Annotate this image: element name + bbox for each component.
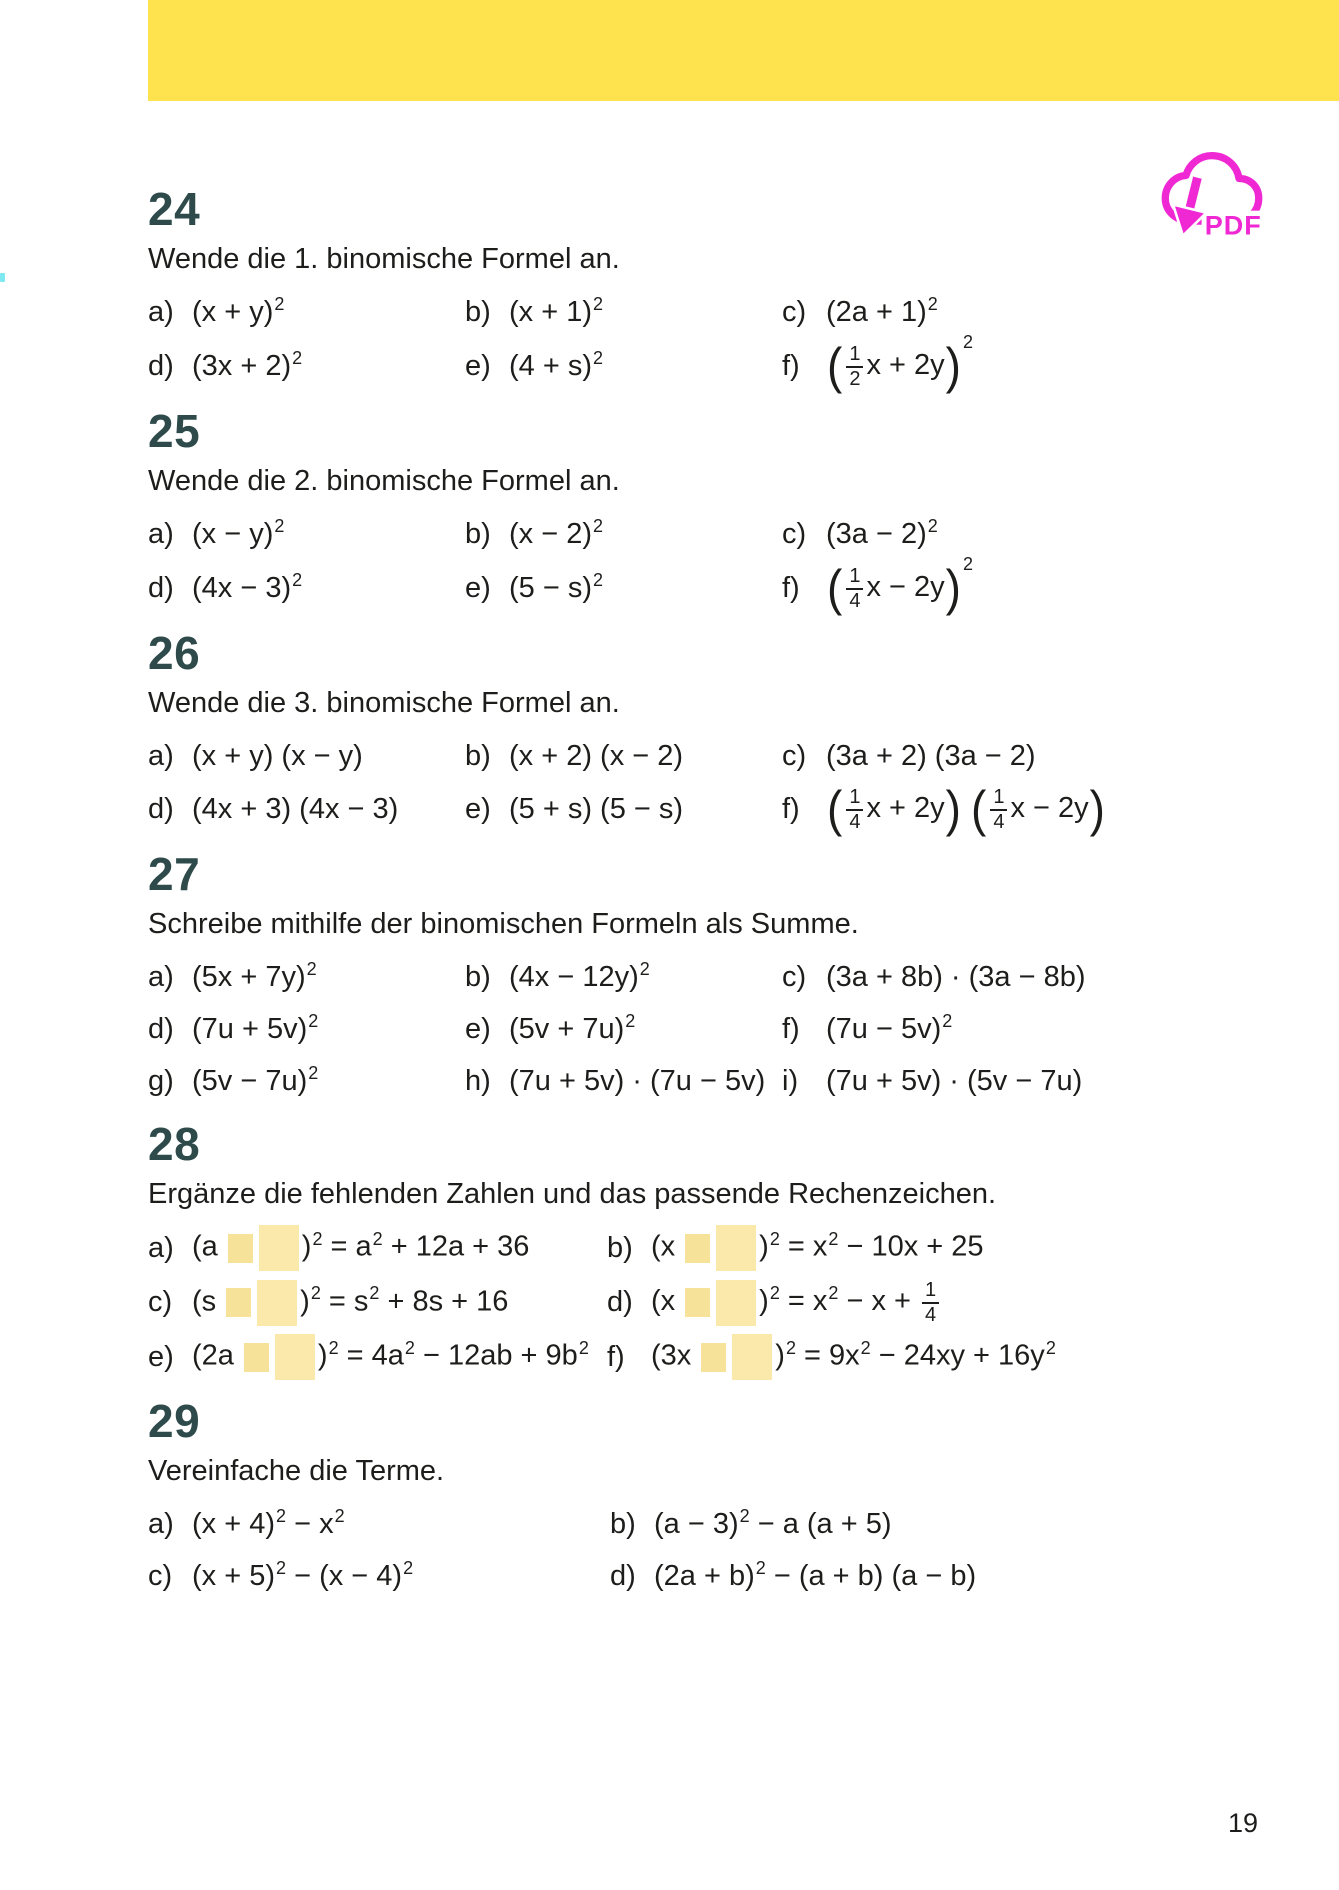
exercise-item — [148, 1280, 607, 1326]
big-paren: ) — [945, 559, 961, 617]
answer-box-number[interactable] — [275, 1334, 315, 1380]
item-label: e) — [465, 349, 491, 382]
exercise-item — [610, 1557, 1123, 1593]
item-expression: $(2a + b)^2 - (a + b)$ (a − b) — [654, 1557, 977, 1592]
exercise-row — [148, 332, 1123, 395]
item-label: f) — [782, 793, 800, 826]
answer-box-operator[interactable] — [244, 1343, 269, 1372]
superscript: 2 — [755, 1557, 766, 1578]
big-paren: ( — [971, 780, 987, 838]
exercise-item — [782, 554, 1123, 617]
item-label: a) — [148, 517, 174, 550]
item-label: b) — [465, 739, 491, 772]
exercise-item — [465, 958, 782, 994]
exercise-item — [148, 1010, 465, 1046]
item-label: c) — [148, 1559, 173, 1592]
item-label: c) — [782, 739, 807, 772]
answer-box-operator[interactable] — [226, 1288, 251, 1317]
item-label: d) — [610, 1559, 636, 1592]
item-expression: (x )$^2 = x^2 - x$ + $\frac{1}{4}$ — [651, 1279, 942, 1326]
exercise-row — [148, 955, 1123, 999]
exercise-number: 28 — [148, 1118, 201, 1171]
superscript: 2 — [578, 1337, 589, 1358]
item-expression: $(4x - 3)^2$ — [192, 569, 303, 604]
superscript: 2 — [372, 1229, 383, 1249]
exercise-item — [465, 1010, 782, 1046]
exercise-number: 24 — [148, 183, 201, 235]
item-label: i) — [782, 1064, 799, 1097]
item-label: a) — [148, 1231, 174, 1264]
item-expression: $(5v - 7u)^2$ — [192, 1062, 319, 1097]
superscript: 2 — [334, 1505, 345, 1526]
item-expression: $(7u + 5v)^2$ — [192, 1010, 319, 1045]
exercise-row — [148, 1334, 1123, 1380]
superscript: 2 — [312, 1229, 323, 1249]
item-expression: $(5x + 7y)^2$ — [192, 958, 317, 993]
answer-box-operator[interactable] — [685, 1234, 710, 1263]
exercise-number: 27 — [148, 847, 201, 900]
item-label: g) — [148, 1064, 174, 1097]
item-label: d) — [148, 793, 174, 826]
exercise-instruction: Wende die 2. binomische Formel an. — [148, 464, 620, 497]
exercise-item — [148, 1334, 607, 1380]
item-expression: $(x + 4)^2 - x^2$ — [192, 1505, 345, 1540]
big-paren: ) — [945, 780, 961, 838]
item-expression: (3a + 8b) · (3a − 8b) — [826, 960, 1086, 993]
exercise-item — [148, 958, 465, 994]
superscript: 2 — [927, 515, 938, 536]
pdf-download-icon[interactable] — [1158, 138, 1266, 246]
exercise-item — [465, 569, 782, 605]
exercise-item — [465, 293, 782, 329]
answer-box-number[interactable] — [716, 1280, 756, 1326]
exercise-row — [148, 1502, 1123, 1546]
item-label: e) — [148, 1340, 174, 1373]
superscript: 2 — [308, 1062, 319, 1083]
exercise-item — [607, 1279, 1123, 1326]
exercise-instruction: Vereinfache die Terme. — [148, 1455, 445, 1488]
item-expression: (x + 2) (x − 2) — [509, 739, 684, 772]
exercise-item — [465, 740, 782, 773]
item-label: c) — [782, 517, 807, 550]
answer-box-number[interactable] — [257, 1280, 297, 1326]
item-label: e) — [465, 571, 491, 604]
item-label: e) — [465, 1012, 491, 1045]
item-label: d) — [607, 1286, 633, 1319]
exercise-item — [782, 780, 1123, 838]
exercise-number: 26 — [148, 626, 201, 679]
answer-box-number[interactable] — [259, 1225, 299, 1271]
superscript: 2 — [769, 1283, 780, 1304]
exercise-item — [782, 332, 1123, 395]
item-label: b) — [465, 960, 491, 993]
item-label: c) — [148, 1286, 173, 1319]
item-label: a) — [148, 739, 174, 772]
item-label: d) — [148, 1012, 174, 1045]
exercise-item — [607, 1334, 1123, 1380]
fraction: $\frac{1}{2}$ — [846, 343, 863, 390]
exercise-row — [148, 1059, 1123, 1103]
item-expression: (4x + 3) (4x − 3) — [192, 793, 399, 826]
answer-box-number[interactable] — [732, 1334, 772, 1380]
superscript: 2 — [962, 332, 973, 353]
superscript: 2 — [403, 1557, 414, 1578]
superscript: 2 — [625, 1010, 636, 1031]
item-label: e) — [465, 793, 491, 826]
exercise-instruction: Ergänze die fehlenden Zahlen und das passende Rechenzeichen. — [148, 1178, 997, 1211]
exercise-number: 29 — [148, 1395, 201, 1448]
big-paren: ( — [827, 559, 843, 617]
exercise-item — [148, 1225, 607, 1271]
item-label: a) — [148, 295, 174, 328]
superscript: 2 — [276, 1557, 287, 1578]
exercise-row — [148, 512, 1123, 556]
exercise-item — [465, 1065, 782, 1098]
exercise-row — [148, 1225, 1123, 1271]
exercise-item — [148, 1062, 465, 1098]
superscript: 2 — [404, 1337, 415, 1358]
exercise-item — [782, 293, 1123, 329]
superscript: 2 — [274, 515, 285, 536]
exercises — [148, 183, 1123, 1616]
item-expression: (3x )$^2 = 9x^2 - 24xy + 16y^2$ — [651, 1334, 1056, 1380]
item-expression: $(x + y)^2$ — [192, 293, 285, 328]
item-expression: ( $\frac{1}{2}$ x + 2y) $^2$ — [827, 332, 973, 395]
item-expression: (s )$^2 = s^2 + 8s + 16$ — [192, 1280, 508, 1326]
fraction: $\frac{1}{4}$ — [846, 786, 863, 833]
exercise-25 — [148, 404, 1123, 617]
item-label: c) — [782, 295, 807, 328]
superscript: 2 — [274, 293, 285, 314]
item-label: f) — [782, 571, 800, 604]
superscript: 2 — [306, 958, 317, 979]
item-label: b) — [465, 295, 491, 328]
item-expression: $(x - 2)^2$ — [509, 515, 604, 550]
superscript: 2 — [828, 1229, 839, 1249]
exercise-item — [782, 961, 1123, 994]
superscript: 2 — [769, 1229, 780, 1249]
exercise-item — [148, 347, 465, 383]
big-paren: ( — [827, 338, 843, 395]
exercise-item — [465, 793, 782, 826]
exercise-item — [782, 740, 1123, 773]
item-expression: $(4x - 12y)^2$ — [509, 958, 650, 993]
item-expression: ( $\frac{1}{4}$ x + 2y) ( $\frac{1}{4}$ x − 2y) — [827, 780, 1105, 838]
exercise-row — [148, 290, 1123, 334]
item-label: b) — [465, 517, 491, 550]
exercise-item — [148, 569, 465, 605]
exercise-item — [782, 515, 1123, 551]
item-expression: $(a - 3)^2 - a$ (a + 5) — [654, 1505, 892, 1540]
superscript: 2 — [942, 1010, 953, 1031]
superscript: 2 — [593, 293, 604, 314]
item-expression: $(2a + 1)^2$ — [826, 293, 938, 328]
exercise-item — [148, 1557, 610, 1593]
exercise-item — [607, 1225, 1123, 1271]
exercise-instruction: Wende die 3. binomische Formel an. — [148, 686, 620, 719]
item-label: b) — [607, 1231, 633, 1264]
big-paren: ( — [827, 780, 843, 838]
superscript: 2 — [828, 1283, 839, 1304]
item-expression: $(x + 5)^2 - (x - 4)^2$ — [192, 1557, 414, 1592]
item-label: h) — [465, 1064, 491, 1097]
fraction: $\frac{1}{4}$ — [990, 786, 1007, 833]
exercise-number: 25 — [148, 404, 201, 457]
edge-mark — [0, 273, 5, 282]
item-expression: (7u + 5v) · (5v − 7u) — [826, 1064, 1083, 1097]
item-expression: (7u + 5v) · (7u − 5v) — [509, 1064, 766, 1097]
answer-box-operator[interactable] — [701, 1343, 726, 1372]
item-expression: $(3a - 2)^2$ — [826, 515, 938, 550]
exercise-item — [610, 1505, 1123, 1541]
item-expression: (3a + 2) (3a − 2) — [826, 739, 1036, 772]
superscript: 2 — [292, 569, 303, 590]
item-expression: (x + y) (x − y) — [192, 739, 363, 772]
superscript: 2 — [739, 1505, 750, 1526]
superscript: 2 — [593, 515, 604, 536]
superscript: 2 — [292, 347, 303, 368]
superscript: 2 — [310, 1283, 321, 1304]
exercise-item — [782, 1010, 1123, 1046]
superscript: 2 — [927, 293, 938, 314]
item-label: d) — [148, 349, 174, 382]
item-expression: (a )$^2 = a^2 + 12a + 36$ — [192, 1225, 529, 1271]
fraction: $\frac{1}{4}$ — [846, 565, 863, 612]
exercise-item — [148, 793, 465, 826]
item-label: d) — [148, 571, 174, 604]
item-label: c) — [782, 960, 807, 993]
item-label: b) — [610, 1507, 636, 1540]
answer-box-operator[interactable] — [685, 1288, 710, 1317]
exercise-instruction: Schreibe mithilfe der binomischen Formeln als Summe. — [148, 907, 859, 940]
item-expression: $(3x + 2)^2$ — [192, 347, 303, 382]
item-expression: $(5 - s)^2$ — [509, 569, 604, 604]
exercise-29 — [148, 1395, 1123, 1598]
exercise-row — [148, 1279, 1123, 1326]
item-label: a) — [148, 960, 174, 993]
item-expression: ( $\frac{1}{4}$ x − 2y) $^2$ — [827, 554, 973, 617]
item-expression: (x )$^2 = x^2 - 10x + 25$ — [651, 1225, 984, 1271]
exercise-item — [465, 515, 782, 551]
fraction: $\frac{1}{4}$ — [922, 1279, 939, 1326]
superscript: 2 — [593, 569, 604, 590]
item-label: a) — [148, 1507, 174, 1540]
big-paren: ) — [945, 338, 961, 395]
superscript: 2 — [1045, 1337, 1056, 1358]
exercise-28 — [148, 1118, 1123, 1380]
exercise-item — [782, 1065, 1123, 1098]
exercise-row — [148, 554, 1123, 617]
exercise-item — [148, 740, 465, 773]
item-expression: $(x - y)^2$ — [192, 515, 285, 550]
superscript: 2 — [276, 1505, 287, 1526]
item-expression: $(x + 1)^2$ — [509, 293, 604, 328]
item-label: f) — [607, 1340, 625, 1373]
exercise-24 — [148, 183, 1123, 395]
pdf-icon-label: PDF — [1204, 210, 1262, 241]
exercise-27 — [148, 847, 1123, 1103]
exercise-item — [148, 293, 465, 329]
exercise-row — [148, 1554, 1123, 1598]
superscript: 2 — [639, 958, 650, 979]
exercise-item — [148, 515, 465, 551]
item-expression: (5 + s) (5 − s) — [509, 793, 684, 826]
superscript: 2 — [962, 554, 973, 575]
big-paren: ) — [1089, 780, 1105, 838]
exercise-item — [465, 347, 782, 383]
exercise-row — [148, 734, 1123, 778]
exercise-row — [148, 1007, 1123, 1051]
answer-box-number[interactable] — [716, 1225, 756, 1271]
item-expression: $(7u - 5v)^2$ — [826, 1010, 953, 1045]
exercise-row — [148, 780, 1123, 838]
exercise-26 — [148, 626, 1123, 838]
item-expression: $(5v + 7u)^2$ — [509, 1010, 636, 1045]
header-band — [148, 0, 1339, 101]
superscript: 2 — [328, 1337, 339, 1358]
superscript: 2 — [860, 1337, 871, 1358]
page-number: 19 — [1228, 1808, 1259, 1838]
superscript: 2 — [785, 1337, 796, 1358]
exercise-instruction: Wende die 1. binomische Formel an. — [148, 243, 620, 275]
superscript: 2 — [593, 347, 604, 368]
exercise-item — [148, 1505, 610, 1541]
superscript: 2 — [308, 1010, 319, 1031]
item-expression: $(4 + s)^2$ — [509, 347, 604, 382]
item-label: f) — [782, 349, 800, 382]
answer-box-operator[interactable] — [228, 1234, 253, 1263]
item-label: f) — [782, 1012, 800, 1045]
item-expression: (2a )$^2 = 4a^2 - 12ab + 9b^2$ — [192, 1334, 589, 1380]
superscript: 2 — [369, 1283, 380, 1304]
